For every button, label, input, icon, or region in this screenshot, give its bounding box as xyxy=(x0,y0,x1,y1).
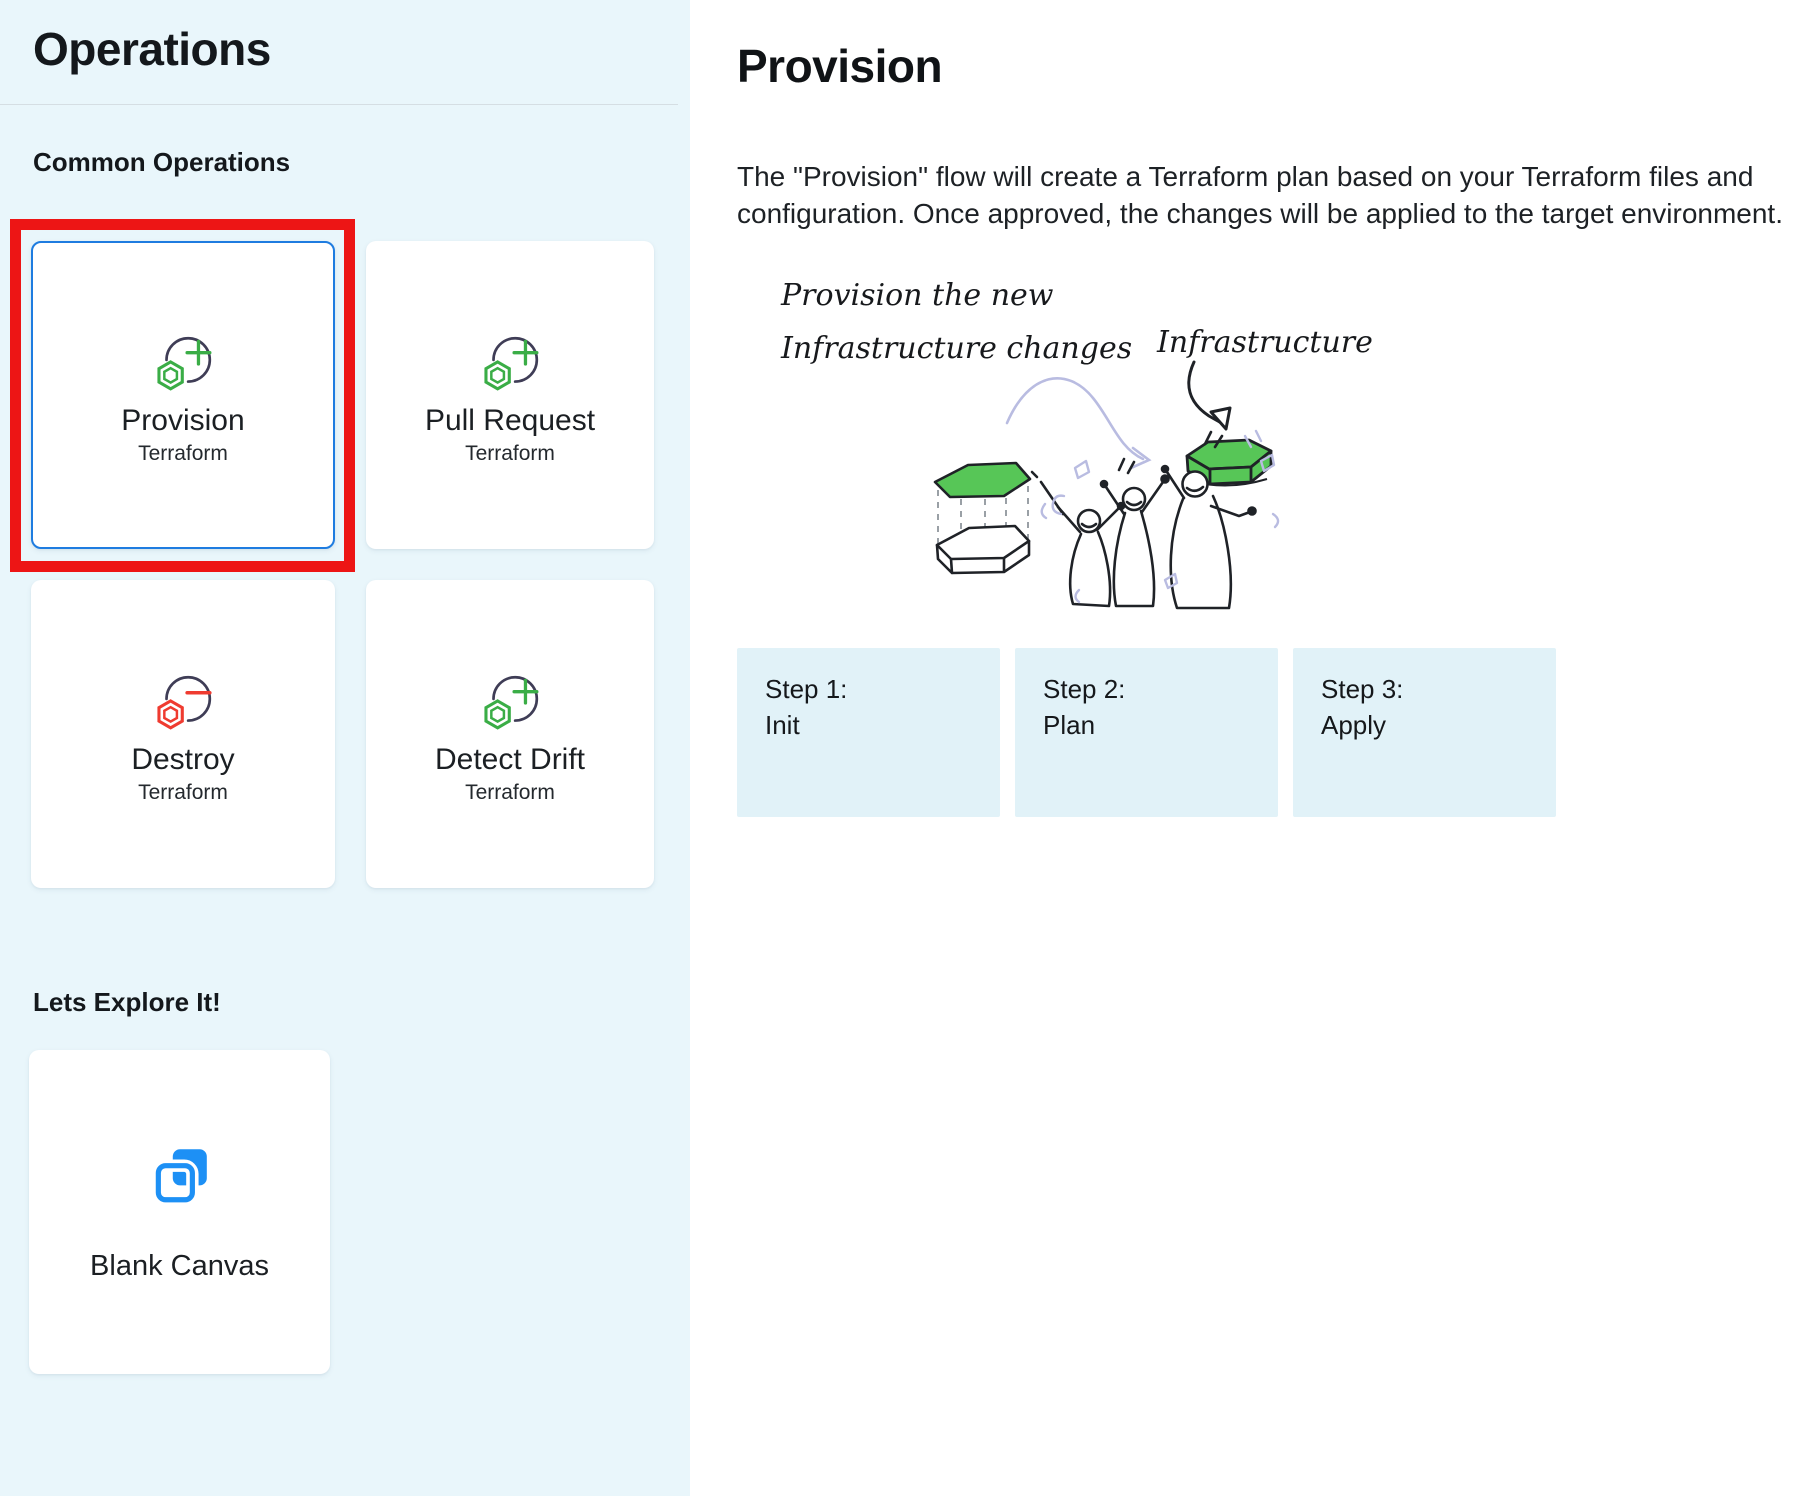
card-label: Detect Drift xyxy=(434,743,586,776)
card-detect-drift[interactable] xyxy=(366,580,654,888)
step-box-init xyxy=(737,648,1000,817)
section-heading-common-operations: Common Operations xyxy=(33,147,291,177)
blank-canvas-icon xyxy=(147,1142,213,1208)
resource-remove-icon xyxy=(150,669,216,735)
page-title: Provision xyxy=(737,40,943,92)
card-label: Pull Request xyxy=(424,404,596,437)
card-sublabel: Terraform xyxy=(465,442,555,465)
resource-add-icon xyxy=(150,330,216,396)
illustration-transition-arrow xyxy=(1007,378,1149,468)
step-name: Init xyxy=(765,710,800,740)
card-label: Provision xyxy=(121,404,245,437)
step-box-apply xyxy=(1293,648,1556,817)
resource-add-icon xyxy=(477,669,543,735)
provision-steps xyxy=(737,648,1800,817)
card-sublabel: Terraform xyxy=(138,442,228,465)
step-label: Step 3: xyxy=(1321,674,1404,704)
provision-illustration xyxy=(737,260,1477,615)
step-box-plan xyxy=(1015,648,1278,817)
resource-add-icon xyxy=(477,330,543,396)
provision-description: The "Provision" flow will create a Terraform plan based on your Terraform files and configuration. Once approved, the changes will be applied to the target environment. xyxy=(737,161,1783,229)
illustration-pointer-arrow xyxy=(1189,362,1230,429)
provision-detail-panel xyxy=(690,0,1800,1496)
card-destroy[interactable] xyxy=(31,580,335,888)
illustration-caption-right: Infrastructure xyxy=(1157,325,1373,360)
sidebar-title: Operations xyxy=(33,23,271,75)
card-blank-canvas[interactable] xyxy=(29,1050,330,1374)
illustration-caption-line2: Infrastructure changes xyxy=(781,331,1133,366)
card-provision[interactable] xyxy=(31,241,335,549)
card-label: Blank Canvas xyxy=(90,1250,269,1282)
sidebar-divider xyxy=(0,104,678,105)
card-sublabel: Terraform xyxy=(138,781,228,804)
step-label: Step 2: xyxy=(1043,674,1126,704)
section-heading-lets-explore: Lets Explore It! xyxy=(33,987,221,1017)
step-name: Plan xyxy=(1043,710,1096,740)
card-pull-request[interactable] xyxy=(366,241,654,549)
provision-card-wrapper xyxy=(31,241,335,549)
card-label: Destroy xyxy=(131,743,235,776)
card-sublabel: Terraform xyxy=(465,781,555,804)
common-operations-grid xyxy=(31,241,690,888)
illustration-caption-line1: Provision the new xyxy=(781,278,1054,313)
illustration-plan-hexagon xyxy=(935,463,1030,573)
operations-sidebar xyxy=(0,0,690,1496)
step-name: Apply xyxy=(1321,710,1387,740)
step-label: Step 1: xyxy=(765,674,848,704)
